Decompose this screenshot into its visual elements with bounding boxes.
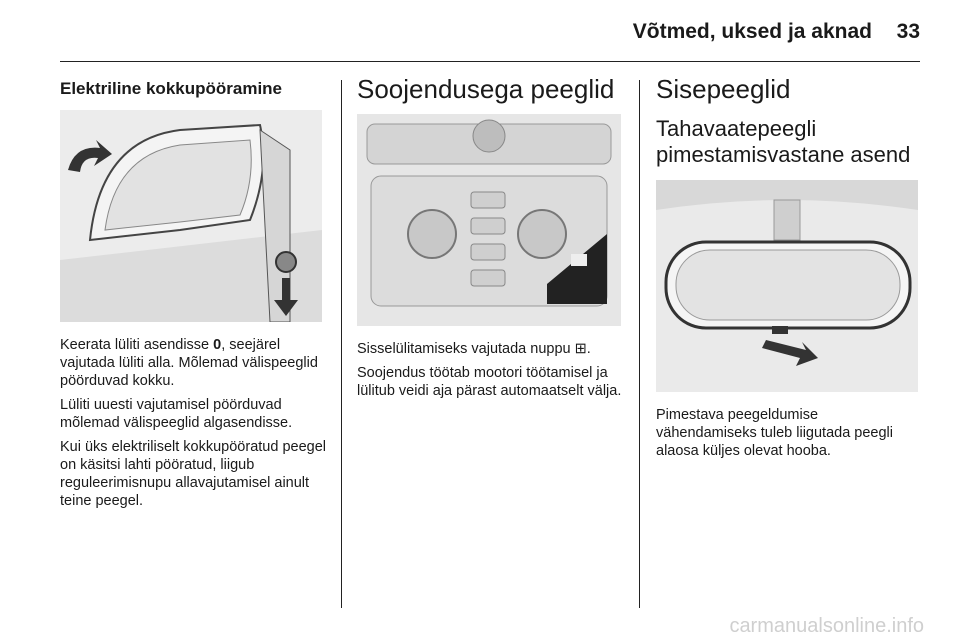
section-heading: Elektriline kokkupööramine [60,79,283,98]
section-heading: Sisepeeglid [656,74,791,104]
subsection-heading: Tahavaatepeegli pimestamisvastane asend [656,116,911,167]
paragraph-2: Lüliti uuesti vajutamisel pöörduvad mõlemad välispeeglid algasendisse. [60,397,293,431]
mirror-folding-illustration [60,110,322,322]
paragraph-1 [60,336,326,390]
column-interior-mirrors [656,76,922,466]
page-number: 33 [896,20,920,43]
text-run: , seejärel vajutada lüliti alla. Mõlemad välispeeglid pöörduvad kokku. [60,337,318,389]
header-rule [60,61,920,62]
paragraph-1: Pimestava peegeldumise vähendamiseks tuleb liigutada peegli alaosa küljes olevat hooba. [656,407,893,459]
column-divider-1 [341,80,342,608]
text-run: Sisselülitamiseks vajutada nuppu [357,341,571,357]
section-heading: Soojendusega peeglid [357,74,615,104]
text-run: Keerata lüliti asendisse [60,337,214,353]
paragraph-3: Kui üks elektriliselt kokkupööratud peegel on käsitsi lahti pööratud, liigub reguleerimisnupu allavajutamisel ainult teine peegel. [60,439,326,509]
paragraph-2: Soojendus töötab mootori töötamisel ja lülitub veidi aja pärast automaatselt välja. [357,365,622,399]
climate-panel-illustration [357,114,621,326]
rear-heat-icon: ⊞. [574,341,591,357]
watermark: carmanualsonline.info [729,615,924,637]
rearview-mirror-illustration [656,180,918,392]
column-heated-mirrors [357,76,623,406]
position-zero: 0 [213,337,222,353]
header-title: Võtmed, uksed ja aknad [632,20,872,43]
paragraph-1 [357,340,623,358]
column-divider-2 [639,80,640,608]
column-electric-folding [60,76,326,516]
